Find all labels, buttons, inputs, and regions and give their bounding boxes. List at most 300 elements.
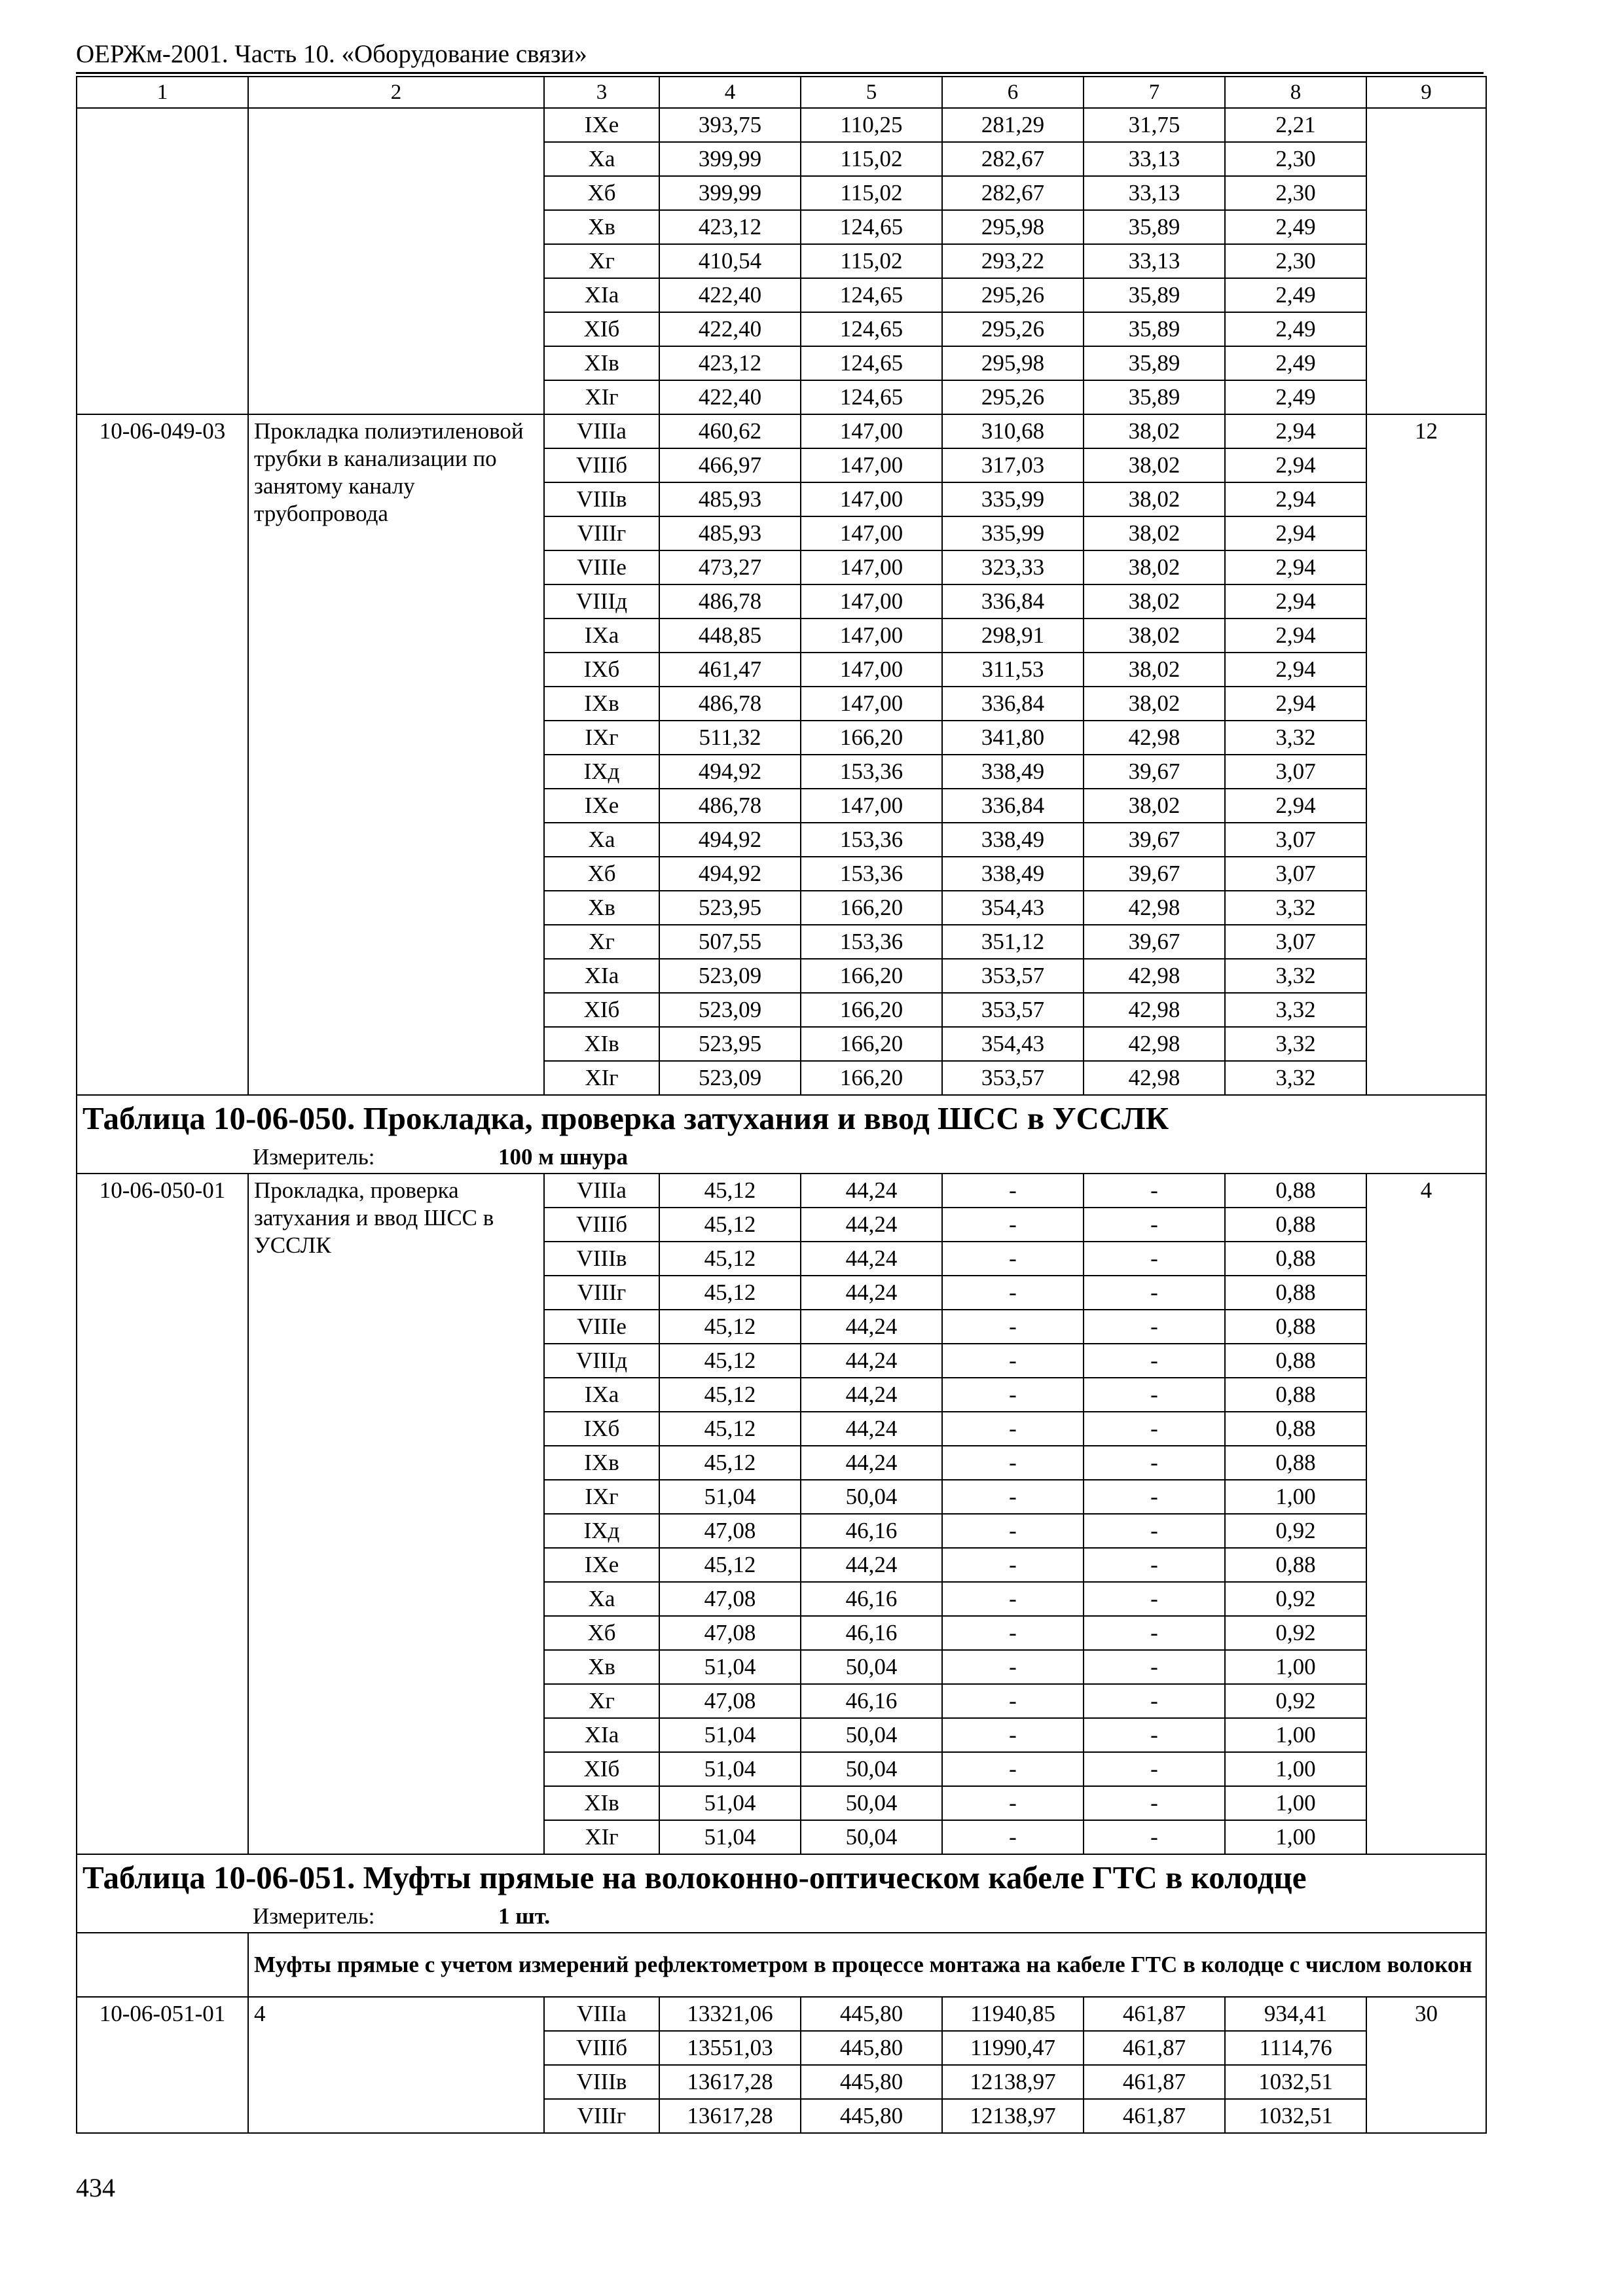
value-cell: 31,75	[1084, 108, 1225, 142]
value-cell: 13321,06	[659, 1997, 801, 2031]
column-number: 3	[544, 77, 659, 108]
value-cell: 523,09	[659, 959, 801, 993]
value-cell: 3,32	[1225, 993, 1366, 1027]
value-cell: 0,88	[1225, 1242, 1366, 1276]
column-number: 9	[1366, 77, 1486, 108]
value-cell: 45,12	[659, 1378, 801, 1412]
value-cell: 399,99	[659, 176, 801, 210]
value-cell: 35,89	[1084, 346, 1225, 380]
table-title: Таблица 10-06-051. Муфты прямые на волоконно-оптическом кабеле ГТС в колодце	[77, 1854, 1486, 1901]
value-cell: 461,47	[659, 653, 801, 687]
value-cell: 45,12	[659, 1310, 801, 1344]
table-title-row	[77, 1854, 1486, 1901]
value-cell: 310,68	[942, 414, 1084, 448]
value-cell: -	[1084, 1174, 1225, 1208]
zone-cell: IXб	[544, 1412, 659, 1446]
value-cell: 51,04	[659, 1752, 801, 1786]
value-cell: 45,12	[659, 1344, 801, 1378]
value-cell: -	[1084, 1446, 1225, 1480]
value-cell: 2,94	[1225, 414, 1366, 448]
zone-cell: IXг	[544, 1480, 659, 1514]
value-cell: 147,00	[801, 550, 942, 584]
value-cell: 50,04	[801, 1752, 942, 1786]
zone-cell: XIв	[544, 1027, 659, 1061]
value-cell: 423,12	[659, 210, 801, 244]
value-cell: 486,78	[659, 789, 801, 823]
value-cell: 47,08	[659, 1514, 801, 1548]
value-cell: 281,29	[942, 108, 1084, 142]
code-cell: 10-06-051-01	[77, 1997, 248, 2133]
zone-cell: XIб	[544, 993, 659, 1027]
table-row	[77, 1997, 1486, 2031]
value-cell: -	[942, 1276, 1084, 1310]
value-cell: 153,36	[801, 755, 942, 789]
value-cell: -	[942, 1344, 1084, 1378]
value-cell: 124,65	[801, 278, 942, 312]
value-cell: 2,49	[1225, 278, 1366, 312]
value-cell: 35,89	[1084, 380, 1225, 414]
table-row	[77, 414, 1486, 448]
code-cell: 10-06-050-01	[77, 1174, 248, 1854]
value-cell: 2,94	[1225, 584, 1366, 619]
zone-cell: XIа	[544, 959, 659, 993]
subheading: Муфты прямые с учетом измерений рефлектометром в процессе монтажа на кабеле ГТС в колодце с числом волокон	[248, 1933, 1486, 1997]
value-cell: 1032,51	[1225, 2099, 1366, 2133]
value-cell: 282,67	[942, 176, 1084, 210]
value-cell: 338,49	[942, 755, 1084, 789]
zone-cell: VIIIд	[544, 584, 659, 619]
value-cell: -	[942, 1820, 1084, 1854]
zone-cell: Xб	[544, 1616, 659, 1650]
value-cell: 0,88	[1225, 1344, 1366, 1378]
value-cell: 0,88	[1225, 1310, 1366, 1344]
value-cell: 338,49	[942, 823, 1084, 857]
value-cell: 523,09	[659, 993, 801, 1027]
value-cell: -	[942, 1446, 1084, 1480]
value-cell: 110,25	[801, 108, 942, 142]
zone-cell: VIIIе	[544, 550, 659, 584]
zone-cell: Xв	[544, 1650, 659, 1684]
description-cell: Прокладка полиэтиленовой трубки в канализации по занятому каналу трубопровода	[248, 414, 544, 1095]
zone-cell: Xв	[544, 210, 659, 244]
value-cell: 494,92	[659, 755, 801, 789]
value-cell: 1,00	[1225, 1480, 1366, 1514]
value-cell: 124,65	[801, 380, 942, 414]
value-cell: 3,07	[1225, 755, 1366, 789]
zone-cell: VIIIд	[544, 1344, 659, 1378]
value-cell: -	[1084, 1582, 1225, 1616]
value-cell: 51,04	[659, 1480, 801, 1514]
value-cell: 336,84	[942, 687, 1084, 721]
zone-cell: VIIIв	[544, 2065, 659, 2099]
value-cell: 42,98	[1084, 993, 1225, 1027]
value-cell: 2,21	[1225, 108, 1366, 142]
value-cell: 38,02	[1084, 584, 1225, 619]
value-cell: 46,16	[801, 1684, 942, 1718]
value-cell: 399,99	[659, 142, 801, 176]
value-cell: 115,02	[801, 176, 942, 210]
value-cell: -	[1084, 1514, 1225, 1548]
value-cell: 147,00	[801, 789, 942, 823]
value-cell: 3,32	[1225, 959, 1366, 993]
value-cell: 293,22	[942, 244, 1084, 278]
value-cell: 422,40	[659, 312, 801, 346]
zone-cell: VIIIг	[544, 1276, 659, 1310]
value-cell: 336,84	[942, 584, 1084, 619]
value-cell: -	[1084, 1548, 1225, 1582]
unit-cell	[77, 1141, 1486, 1174]
zone-cell: IXа	[544, 1378, 659, 1412]
value-cell: 335,99	[942, 482, 1084, 516]
value-cell: -	[1084, 1310, 1225, 1344]
value-cell: 0,88	[1225, 1208, 1366, 1242]
value-cell: 1,00	[1225, 1752, 1366, 1786]
value-cell: -	[1084, 1684, 1225, 1718]
unit-label: Измеритель:	[253, 1144, 375, 1170]
value-cell: 44,24	[801, 1378, 942, 1412]
zone-cell: Xг	[544, 1684, 659, 1718]
value-cell: 33,13	[1084, 176, 1225, 210]
value-cell: -	[942, 1718, 1084, 1752]
total-cell: 30	[1366, 1997, 1486, 2133]
value-cell: 44,24	[801, 1548, 942, 1582]
value-cell: 2,30	[1225, 176, 1366, 210]
value-cell: 461,87	[1084, 2031, 1225, 2065]
value-cell: 147,00	[801, 516, 942, 550]
value-cell: 38,02	[1084, 789, 1225, 823]
value-cell: 295,26	[942, 312, 1084, 346]
value-cell: 445,80	[801, 1997, 942, 2031]
value-cell: -	[942, 1480, 1084, 1514]
value-cell: 33,13	[1084, 142, 1225, 176]
value-cell: 124,65	[801, 346, 942, 380]
value-cell: 3,32	[1225, 721, 1366, 755]
column-number: 2	[248, 77, 544, 108]
value-cell: 38,02	[1084, 482, 1225, 516]
zone-cell: IXв	[544, 1446, 659, 1480]
value-cell: -	[942, 1174, 1084, 1208]
value-cell: 341,80	[942, 721, 1084, 755]
column-number: 6	[942, 77, 1084, 108]
value-cell: 353,57	[942, 1061, 1084, 1095]
code-cell	[77, 108, 248, 414]
unit-cell	[77, 1901, 1486, 1933]
unit-value: 100 м шнура	[498, 1144, 629, 1170]
value-cell: -	[1084, 1242, 1225, 1276]
value-cell: 39,67	[1084, 925, 1225, 959]
value-cell: 461,87	[1084, 2099, 1225, 2133]
unit-value: 1 шт.	[498, 1903, 551, 1929]
value-cell: 354,43	[942, 891, 1084, 925]
value-cell: 13617,28	[659, 2099, 801, 2133]
zone-cell: VIIIе	[544, 1310, 659, 1344]
value-cell: 33,13	[1084, 244, 1225, 278]
value-cell: 473,27	[659, 550, 801, 584]
value-cell: -	[942, 1650, 1084, 1684]
value-cell: 461,87	[1084, 2065, 1225, 2099]
subheading-row	[77, 1933, 1486, 1997]
value-cell: 11990,47	[942, 2031, 1084, 2065]
value-cell: 44,24	[801, 1276, 942, 1310]
value-cell: 3,07	[1225, 823, 1366, 857]
value-cell: 511,32	[659, 721, 801, 755]
value-cell: 2,30	[1225, 142, 1366, 176]
value-cell: 445,80	[801, 2099, 942, 2133]
value-cell: 2,49	[1225, 380, 1366, 414]
value-cell: -	[942, 1616, 1084, 1650]
value-cell: 0,88	[1225, 1446, 1366, 1480]
value-cell: 354,43	[942, 1027, 1084, 1061]
zone-cell: IXе	[544, 1548, 659, 1582]
page-number: 434	[76, 2173, 115, 2202]
column-number: 8	[1225, 77, 1366, 108]
value-cell: 494,92	[659, 823, 801, 857]
value-cell: -	[1084, 1616, 1225, 1650]
value-cell: 42,98	[1084, 959, 1225, 993]
value-cell: 124,65	[801, 210, 942, 244]
value-cell: -	[1084, 1718, 1225, 1752]
total-cell	[1366, 108, 1486, 414]
value-cell: -	[1084, 1752, 1225, 1786]
value-cell: 2,94	[1225, 482, 1366, 516]
zone-cell: VIIIб	[544, 1208, 659, 1242]
zone-cell: VIIIб	[544, 2031, 659, 2065]
value-cell: 2,94	[1225, 619, 1366, 653]
value-cell: 1,00	[1225, 1786, 1366, 1820]
value-cell: 45,12	[659, 1412, 801, 1446]
value-cell: 523,95	[659, 1027, 801, 1061]
value-cell: 282,67	[942, 142, 1084, 176]
value-cell: 50,04	[801, 1480, 942, 1514]
value-cell: 466,97	[659, 448, 801, 482]
value-cell: 50,04	[801, 1786, 942, 1820]
value-cell: 0,88	[1225, 1276, 1366, 1310]
value-cell: 51,04	[659, 1650, 801, 1684]
value-cell: 45,12	[659, 1208, 801, 1242]
value-cell: 351,12	[942, 925, 1084, 959]
value-cell: 11940,85	[942, 1997, 1084, 2031]
value-cell: 153,36	[801, 823, 942, 857]
value-cell: -	[942, 1582, 1084, 1616]
zone-cell: VIIIб	[544, 448, 659, 482]
zone-cell: VIIIа	[544, 1174, 659, 1208]
value-cell: 2,30	[1225, 244, 1366, 278]
value-cell: 38,02	[1084, 653, 1225, 687]
zone-cell: VIIIа	[544, 1997, 659, 2031]
value-cell: -	[1084, 1412, 1225, 1446]
value-cell: 311,53	[942, 653, 1084, 687]
value-cell: 166,20	[801, 1027, 942, 1061]
value-cell: 45,12	[659, 1548, 801, 1582]
value-cell: 153,36	[801, 925, 942, 959]
value-cell: 39,67	[1084, 755, 1225, 789]
value-cell: 46,16	[801, 1616, 942, 1650]
value-cell: 44,24	[801, 1344, 942, 1378]
value-cell: 3,32	[1225, 891, 1366, 925]
value-cell: 45,12	[659, 1174, 801, 1208]
value-cell: 353,57	[942, 993, 1084, 1027]
value-cell: 44,24	[801, 1310, 942, 1344]
zone-cell: Xв	[544, 891, 659, 925]
value-cell: 410,54	[659, 244, 801, 278]
value-cell: 46,16	[801, 1514, 942, 1548]
value-cell: 486,78	[659, 687, 801, 721]
value-cell: 0,92	[1225, 1514, 1366, 1548]
zone-cell: IXе	[544, 789, 659, 823]
value-cell: 13617,28	[659, 2065, 801, 2099]
value-cell: 38,02	[1084, 414, 1225, 448]
zone-cell: XIв	[544, 346, 659, 380]
value-cell: 35,89	[1084, 278, 1225, 312]
zone-cell: XIг	[544, 1061, 659, 1095]
value-cell: 295,26	[942, 278, 1084, 312]
value-cell: -	[1084, 1820, 1225, 1854]
value-cell: 115,02	[801, 244, 942, 278]
page-header: ОЕРЖм-2001. Часть 10. «Оборудование связи»	[76, 38, 1484, 74]
value-cell: 0,88	[1225, 1378, 1366, 1412]
value-cell: 2,49	[1225, 346, 1366, 380]
value-cell: 38,02	[1084, 619, 1225, 653]
value-cell: 460,62	[659, 414, 801, 448]
value-cell: 166,20	[801, 721, 942, 755]
value-cell: -	[1084, 1276, 1225, 1310]
value-cell: 1032,51	[1225, 2065, 1366, 2099]
value-cell: 2,94	[1225, 448, 1366, 482]
value-cell: 38,02	[1084, 516, 1225, 550]
value-cell: 42,98	[1084, 1027, 1225, 1061]
value-cell: 295,98	[942, 346, 1084, 380]
value-cell: 42,98	[1084, 721, 1225, 755]
value-cell: 12138,97	[942, 2065, 1084, 2099]
value-cell: 445,80	[801, 2031, 942, 2065]
value-cell: 295,26	[942, 380, 1084, 414]
value-cell: 51,04	[659, 1718, 801, 1752]
zone-cell: IXб	[544, 653, 659, 687]
value-cell: 1,00	[1225, 1820, 1366, 1854]
value-cell: 38,02	[1084, 448, 1225, 482]
value-cell: 115,02	[801, 142, 942, 176]
value-cell: 45,12	[659, 1446, 801, 1480]
value-cell: 44,24	[801, 1174, 942, 1208]
value-cell: 50,04	[801, 1650, 942, 1684]
zone-cell: IXд	[544, 1514, 659, 1548]
value-cell: 295,98	[942, 210, 1084, 244]
rates-table-body	[77, 77, 1486, 2133]
value-cell: 423,12	[659, 346, 801, 380]
value-cell: 166,20	[801, 993, 942, 1027]
value-cell: 3,07	[1225, 857, 1366, 891]
value-cell: 461,87	[1084, 1997, 1225, 2031]
value-cell: 147,00	[801, 448, 942, 482]
value-cell: 42,98	[1084, 1061, 1225, 1095]
value-cell: -	[1084, 1480, 1225, 1514]
value-cell: 147,00	[801, 619, 942, 653]
zone-cell: Xа	[544, 142, 659, 176]
column-number: 1	[77, 77, 248, 108]
value-cell: 523,95	[659, 891, 801, 925]
column-number: 5	[801, 77, 942, 108]
value-cell: 39,67	[1084, 823, 1225, 857]
zone-cell: XIв	[544, 1786, 659, 1820]
value-cell: 147,00	[801, 584, 942, 619]
value-cell: 44,24	[801, 1208, 942, 1242]
zone-cell: XIа	[544, 278, 659, 312]
value-cell: 353,57	[942, 959, 1084, 993]
column-number-row	[77, 77, 1486, 108]
value-cell: 51,04	[659, 1786, 801, 1820]
zone-cell: Xб	[544, 176, 659, 210]
rates-table	[76, 76, 1487, 2134]
value-cell: -	[942, 1684, 1084, 1718]
value-cell: 45,12	[659, 1276, 801, 1310]
value-cell: 147,00	[801, 653, 942, 687]
value-cell: 2,49	[1225, 312, 1366, 346]
total-cell: 4	[1366, 1174, 1486, 1854]
value-cell: 166,20	[801, 891, 942, 925]
value-cell: 3,07	[1225, 925, 1366, 959]
description-cell: Прокладка, проверка затухания и ввод ШСС в УССЛК	[248, 1174, 544, 1854]
unit-row	[77, 1141, 1486, 1174]
zone-cell: VIIIг	[544, 516, 659, 550]
value-cell: 47,08	[659, 1616, 801, 1650]
value-cell: 44,24	[801, 1242, 942, 1276]
value-cell: 35,89	[1084, 312, 1225, 346]
value-cell: 2,94	[1225, 653, 1366, 687]
zone-cell: Xа	[544, 1582, 659, 1616]
table-title-row	[77, 1095, 1486, 1141]
table-row	[77, 1174, 1486, 1208]
zone-cell: VIIIг	[544, 2099, 659, 2133]
zone-cell: VIIIв	[544, 482, 659, 516]
value-cell: 47,08	[659, 1582, 801, 1616]
value-cell: 38,02	[1084, 550, 1225, 584]
unit-label: Измеритель:	[253, 1903, 375, 1929]
value-cell: 13551,03	[659, 2031, 801, 2065]
value-cell: 1,00	[1225, 1718, 1366, 1752]
table-title: Таблица 10-06-050. Прокладка, проверка затухания и ввод ШСС в УССЛК	[77, 1095, 1486, 1141]
value-cell: 317,03	[942, 448, 1084, 482]
zone-cell: Xб	[544, 857, 659, 891]
value-cell: -	[1084, 1378, 1225, 1412]
value-cell: 2,94	[1225, 789, 1366, 823]
value-cell: 147,00	[801, 482, 942, 516]
value-cell: 0,88	[1225, 1412, 1366, 1446]
value-cell: 486,78	[659, 584, 801, 619]
value-cell: 2,94	[1225, 687, 1366, 721]
table-row	[77, 108, 1486, 142]
value-cell: 38,02	[1084, 687, 1225, 721]
value-cell: 2,49	[1225, 210, 1366, 244]
value-cell: 45,12	[659, 1242, 801, 1276]
value-cell: 47,08	[659, 1684, 801, 1718]
value-cell: 46,16	[801, 1582, 942, 1616]
value-cell: 147,00	[801, 414, 942, 448]
column-number: 7	[1084, 77, 1225, 108]
value-cell: -	[942, 1514, 1084, 1548]
description-cell: 4	[248, 1997, 544, 2133]
value-cell: -	[1084, 1786, 1225, 1820]
value-cell: 2,94	[1225, 516, 1366, 550]
description-cell	[248, 108, 544, 414]
value-cell: -	[942, 1412, 1084, 1446]
total-cell: 12	[1366, 414, 1486, 1095]
zone-cell: IXа	[544, 619, 659, 653]
value-cell: 507,55	[659, 925, 801, 959]
value-cell: 1114,76	[1225, 2031, 1366, 2065]
value-cell: 39,67	[1084, 857, 1225, 891]
value-cell: 35,89	[1084, 210, 1225, 244]
value-cell: -	[1084, 1208, 1225, 1242]
